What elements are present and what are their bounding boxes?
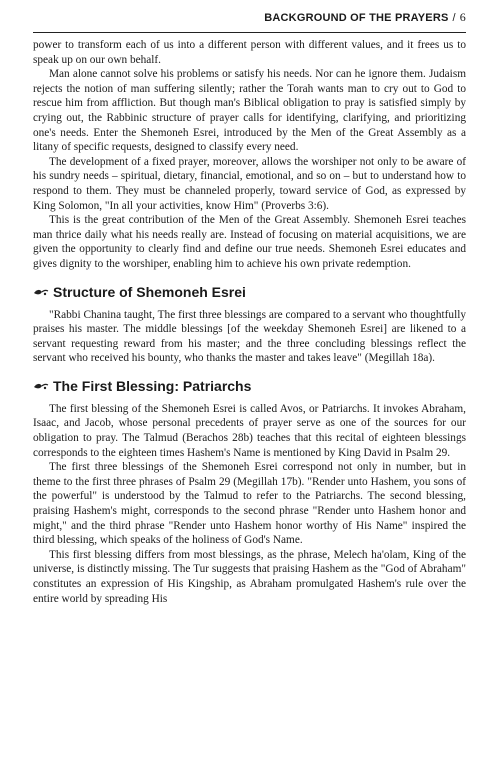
opening-section xyxy=(33,38,466,272)
paragraph: power to transform each of us into a different person with different values, and it frees us to speak up on our own behalf. xyxy=(33,39,466,66)
paragraph: The first blessing of the Shemoneh Esrei is called Avos, or Patriarchs. It invokes Abraham, Isaac, and Jacob, whose personal precedents of prayer serve as one of the sources for our obligation to pray. The Talmud (Berachos 28b) teaches that this recital of eighteen blessings corresponds to the eighteen times Hashem's Name is mentioned by King David in Psalm 29. xyxy=(33,402,466,459)
paragraph: The development of a fixed prayer, moreover, allows the worshiper not only to be aware of his sundry needs – spiritual, dietary, financial, emotional, and so on – but to understand how to respond to them. They must be channeled properly, toward service of God, as expressed by King Solomon, "In all your activities, know Him" (Proverbs 3:6). xyxy=(33,155,466,212)
section-heading-text: Structure of Shemoneh Esrei xyxy=(53,283,246,300)
paragraph: The first three blessings of the Shemoneh Esrei correspond not only in number, but in theme to the first three phrases of Psalm 29 (Megillah 17b). "Render unto Hashem, you sons of the powerful" is understood by the Talmud to refer to the Patriarchs. The second blessing, praising Hashem's might, corresponds to the second phrase "Render unto Hashem honor and might," and the third phrase "Render unto Hashem honor worthy of His Name" inspired the third blessing, which speaks of the holiness of God's Name. xyxy=(33,461,466,547)
section-heading-first-blessing xyxy=(33,378,466,394)
section-ornament-icon xyxy=(33,381,49,391)
paragraph: This first blessing differs from most blessings, as the phrase, Melech ha'olam, King of the universe, is distinctly missing. The Tur suggests that praising Hashem as the "God of Abraham" constitutes an expression of His Kingship, as Abraham promulgated Hashem's rule over the entire world by spreading His xyxy=(33,548,466,605)
header-title: BACKGROUND OF THE PRAYERS xyxy=(264,12,449,24)
running-header xyxy=(33,10,466,33)
page-number: 6 xyxy=(459,10,466,24)
paragraph: Man alone cannot solve his problems or satisfy his needs. Nor can he ignore them. Judaism rejects the notion of man suffering silently; rather the Torah wants man to cry out to God to rescue him from affliction. But though man's Biblical obligation to pray is satisfied simply by crying out, the Rabbinic structure of prayer calls for identifying, clarifying, and prioritizing one's needs. Enter the Shemoneh Esrei, introduced by the Men of the Great Assembly as a litany of specific requests, designed to classify every need. xyxy=(33,68,466,154)
structure-section xyxy=(33,308,466,366)
paragraph: "Rabbi Chanina taught, The first three blessings are compared to a servant who thoughtfully praises his master. The middle blessings [of the weekday Shemoneh Esrei] are likened to a servant requesting reward from his master; and the three concluding blessings reflect the servant who received his bounty, who thanks the master and takes leave" (Megillah 18a). xyxy=(33,308,466,365)
paragraph: This is the great contribution of the Men of the Great Assembly. Shemoneh Esrei teaches man thrice daily what his needs really are. Instead of focusing on material acquisitions, we are given the opportunity to clearly find and define our true needs. Shemoneh Esrei educates and gives dignity to the worshiper, enabling him to achieve his own private redemption. xyxy=(33,214,466,270)
header-separator: / xyxy=(452,12,456,24)
section-ornament-icon xyxy=(33,287,49,297)
first-blessing-section xyxy=(33,402,466,606)
section-heading-structure xyxy=(33,284,466,300)
section-heading-text: The First Blessing: Patriarchs xyxy=(53,377,252,394)
